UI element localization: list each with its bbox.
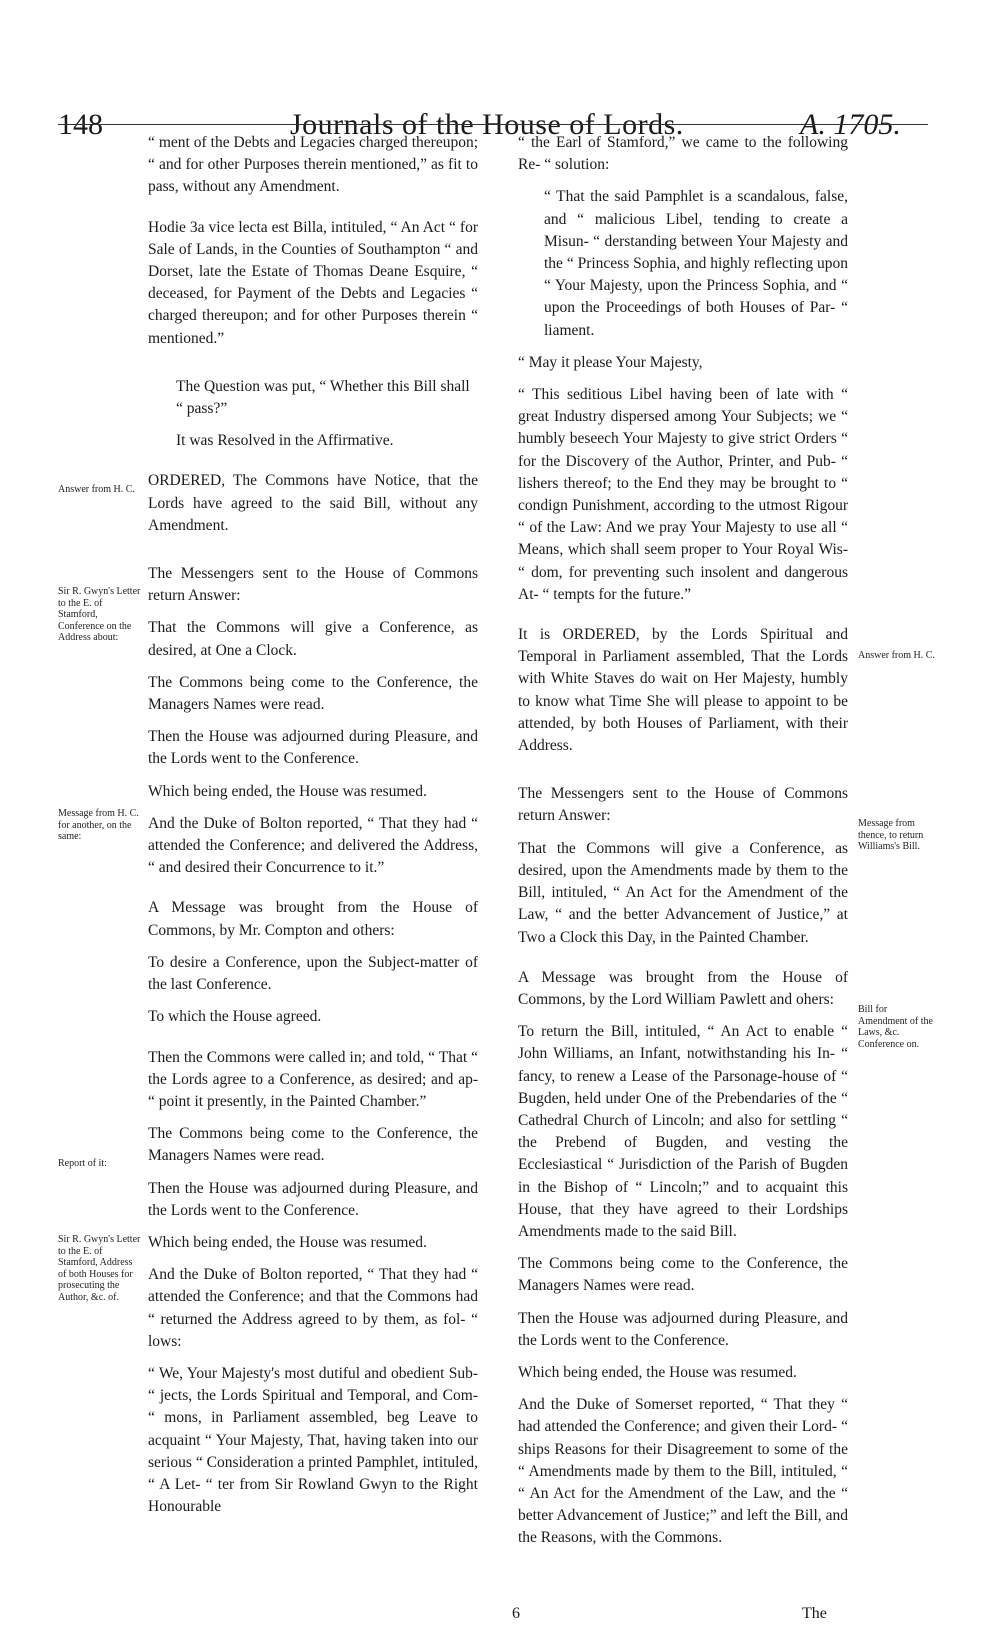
paragraph: ORDERED, The Commons have Notice, that the Lords have agreed to the said Bill, without any Amendment.	[148, 472, 478, 534]
header-rule	[58, 124, 928, 125]
margin-note-message-hc: Message from H. C. for another, on the same:	[58, 808, 139, 842]
paragraph: Which being ended, the House was resumed.	[148, 782, 427, 800]
paragraph: That the Commons will give a Conference, as desired, upon the Amendments made by them to the Bill, intituled, “ An Act for the Amendment of the Law, “ and the better Advancement of Justice,” at Two a Clock this Day, in the Painted Chamber.	[518, 839, 848, 946]
signature-mark: 6	[512, 1605, 520, 1622]
left-column	[148, 132, 478, 1528]
margin-note-gwyn-address: Sir R. Gwyn's Letter to the E. of Stamford, Address of both Houses for prosecuting the Author, &c. of.	[58, 1234, 141, 1303]
paragraph: The Commons being come to the Conference, the Managers Names were read.	[518, 1255, 848, 1295]
paragraph: “ This seditious Libel having been of late with “ great Industry dispersed among Your Subjects; we “ humbly beseech Your Majesty to give strict Orders “ for the Discovery of the Author, Printer, and Pub- “ lishers thereof; to the End they may be brought to “ condign Punishment, according to the utmost Rigour “ of the Law: And we pray Your Majesty to use all “ Means, which shall seem proper to Your Royal Wis- “ dom, for preventing such insolent and dangerous At- “ tempts for the future.”	[518, 386, 848, 603]
paragraph: “ That the said Pamphlet is a scandalous, false, and “ malicious Libel, tending to create a Misun- “ derstanding between Your Majesty and the “ Princess Sophia, and highly reflecting upon “ Your Majesty, upon the Princess Sophia, and “ upon the Proceedings of both Houses of Par- “ liament.	[544, 188, 848, 339]
page-header	[0, 68, 992, 141]
paragraph: Which being ended, the House was resumed.	[148, 1233, 427, 1251]
paragraph: The Messengers sent to the House of Commons return Answer:	[148, 565, 478, 605]
paragraph: That the Commons will give a Conference, as desired, at One a Clock.	[148, 619, 478, 659]
paragraph: Hodie 3a vice lecta est Billa, intituled, “ An Act “ for Sale of Lands, in the Counties of Southampton “ and Dorset, late the Estate of Thomas Deane Esquire, “ deceased, for Payment of the Debts and Legacies “ charged thereupon; and for other Purposes therein “ mentioned.”	[148, 218, 478, 347]
margin-note-report: Report of it:	[58, 1158, 107, 1169]
page-number: 148	[58, 108, 103, 141]
paragraph: To desire a Conference, upon the Subject-matter of the last Conference.	[148, 953, 478, 994]
paragraph: And the Duke of Bolton reported, “ That they had “ attended the Conference; and delivered the Address, “ and desired their Concurrence to it.”	[148, 814, 478, 877]
paragraph: And the Duke of Bolton reported, “ That they had “ attended the Conference; and that the Commons had “ returned the Address agreed to by them, as fol- “ lows:	[148, 1266, 478, 1350]
margin-note-answer-hc-right: Answer from H. C.	[858, 650, 935, 661]
paragraph: To return the Bill, intituled, “ An Act to enable “ John Williams, an Infant, notwithstanding his In- “ fancy, to renew a Lease of the Parsonage-house of “ Bugden, held under One of the Prebendaries of the “ Cathedral Church of Lincoln; and also for settling “ the Prebend of Bugden, and vesting the Ecclesiastical “ Jurisdiction of the Parish of Bugden in the Bishop of “ Lincoln;” and to acquaint this House, that they have agreed to their Lordships Amendments made to the said Bill.	[518, 1023, 848, 1240]
paragraph: It is ORDERED, by the Lords Spiritual and Temporal in Parliament assembled, That the Lords with White Staves do wait on Her Majesty, humbly to know what Time She will please to appoint to be attended, by both Houses of Parliament, with their Address.	[518, 626, 848, 755]
paragraph: And the Duke of Somerset reported, “ That they “ had attended the Conference; and given their Lord- “ ships Reasons for their Disagreement to some of the “ Amendments made by them to the Bill, intituled, “ “ An Act for the Amendment of the Law, and the “ better Advancement of Justice;” and left the Bill, and the Reasons, with the Commons.	[518, 1396, 848, 1547]
paragraph: It was Resolved in the Affirmative.	[176, 432, 394, 450]
margin-note-amendment-bill: Bill for Amendment of the Laws, &c. Conference on.	[858, 1004, 933, 1050]
catchword: The	[802, 1605, 827, 1622]
paragraph: The Question was put, “ Whether this Bill shall “ pass?”	[176, 377, 470, 418]
paragraph: Then the House was adjourned during Pleasure, and the Lords went to the Conference.	[148, 728, 478, 768]
paragraph: “ We, Your Majesty's most dutiful and obedient Sub- “ jects, the Lords Spiritual and Temporal, and Com- “ mons, in Parliament assembled, beg Leave to acquaint “ Your Majesty, That, having taken into our serious “ Consideration a printed Pamphlet, intituled, “ A Let- “ ter from Sir Rowland Gwyn to the Right Honourable	[148, 1364, 478, 1516]
paragraph: “ May it please Your Majesty,	[518, 353, 703, 371]
paragraph: The Commons being come to the Conference, the Managers Names were read.	[148, 1125, 478, 1165]
paragraph: Then the House was adjourned during Pleasure, and the Lords went to the Conference.	[148, 1179, 478, 1219]
paragraph: To which the House agreed.	[148, 1008, 322, 1026]
margin-note-gwyn-conference: Sir R. Gwyn's Letter to the E. of Stamford, Conference on the Address about:	[58, 586, 141, 643]
paragraph: Which being ended, the House was resumed.	[518, 1363, 797, 1381]
paragraph: The Messengers sent to the House of Commons return Answer:	[518, 785, 848, 825]
paragraph: A Message was brought from the House of Commons, by the Lord William Pawlett and ohers:	[518, 968, 848, 1008]
running-title: Journals of the House of Lords.	[290, 108, 684, 141]
year-heading: A. 1705.	[800, 108, 901, 141]
paragraph: “ the Earl of Stamford,” we came to the following Re- “ solution:	[518, 134, 848, 174]
paragraph: The Commons being come to the Conference, the Managers Names were read.	[148, 673, 478, 714]
paragraph: Then the House was adjourned during Pleasure, and the Lords went to the Conference.	[518, 1309, 848, 1349]
margin-note-answer-hc: Answer from H. C.	[58, 484, 135, 495]
paragraph: A Message was brought from the House of Commons, by Mr. Compton and others:	[148, 899, 478, 939]
margin-note-williams-bill: Message from thence, to return Williams's Bill.	[858, 818, 924, 852]
paragraph: “ ment of the Debts and Legacies charged thereupon; “ and for other Purposes therein mentioned,” as fit to pass, without any Amendment.	[148, 134, 478, 196]
paragraph: Then the Commons were called in; and told, “ That “ the Lords agree to a Conference, as desired; and ap- “ point it presently, in the Painted Chamber.”	[148, 1048, 478, 1110]
right-column	[518, 132, 848, 1560]
